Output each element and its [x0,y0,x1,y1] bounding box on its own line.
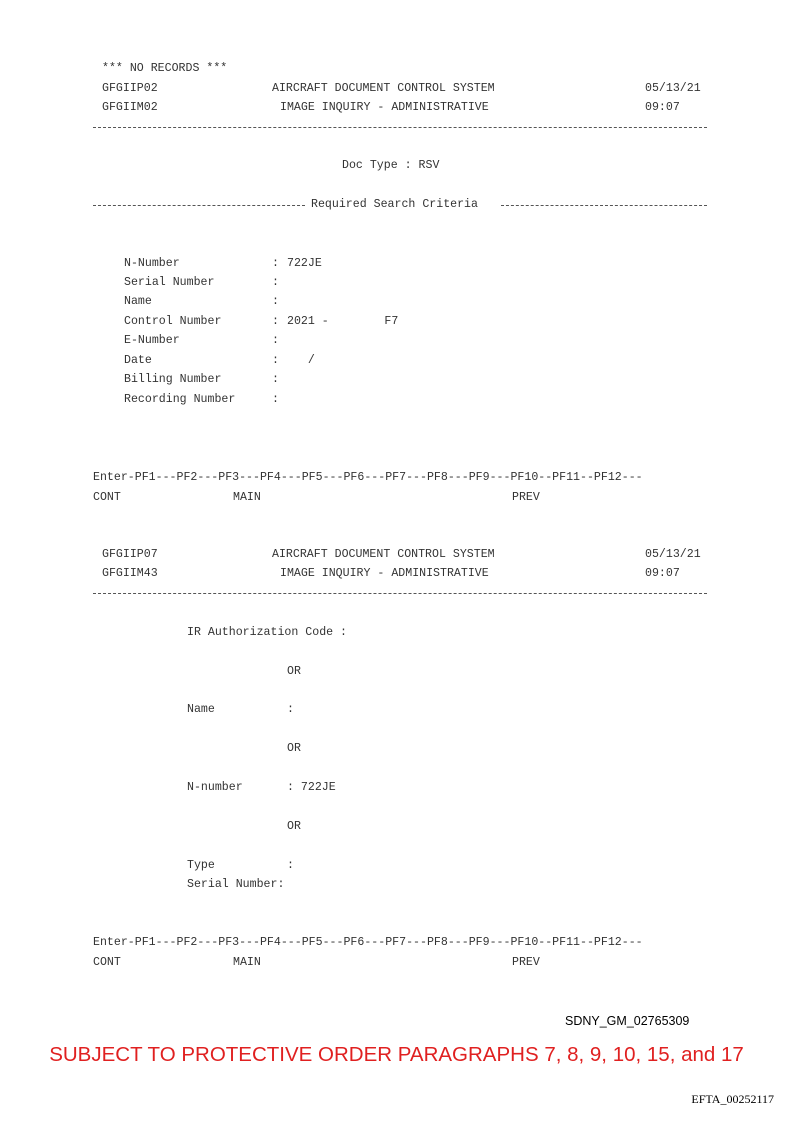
header-divider [93,593,707,594]
program-id: GFGIIP07 [102,548,158,561]
section-title: Required Search Criteria [311,198,478,211]
section-divider-right [501,205,707,206]
field-sep: : [272,334,279,347]
screen-date: 05/13/21 [645,82,701,95]
screen-title: IMAGE INQUIRY - ADMINISTRATIVE [280,101,489,114]
type-field[interactable]: : [287,859,294,872]
n-number-field[interactable]: 722JE [287,257,322,270]
bates-number: SDNY_GM_02765309 [565,1014,690,1028]
pf3-main-key[interactable]: MAIN [233,956,261,969]
field-sep: : [272,373,279,386]
field-label-n-number: N-Number [124,257,180,270]
protective-order-notice: SUBJECT TO PROTECTIVE ORDER PARAGRAPHS 7, 8, 9, 10, 15, and 17 [49,1043,744,1066]
screen-title: IMAGE INQUIRY - ADMINISTRATIVE [280,567,489,580]
name-label: Name [187,703,215,716]
pf7-prev-key[interactable]: PREV [512,956,540,969]
type-label: Type [187,859,215,872]
field-sep: : [272,315,279,328]
or-separator: OR [287,665,301,678]
field-sep: : [272,295,279,308]
map-id: GFGIIM43 [102,567,158,580]
screen-time: 09:07 [645,567,680,580]
field-sep: : [272,276,279,289]
field-sep: : [272,393,279,406]
serial-number-label: Serial Number: [187,878,285,891]
n-number-label: N-number [187,781,243,794]
field-sep: : [272,257,286,270]
pf-key-bar: Enter-PF1---PF2---PF3---PF4---PF5---PF6---PF7---PF8---PF9---PF10--PF11--PF12--- [93,936,643,949]
header-divider [93,127,707,128]
field-label-date: Date [124,354,152,367]
screen-time: 09:07 [645,101,680,114]
field-label-serial-number: Serial Number [124,276,215,289]
field-label-control-number: Control Number [124,315,222,328]
pf-enter-cont-key[interactable]: CONT [93,956,121,969]
pf-key-bar: Enter-PF1---PF2---PF3---PF4---PF5---PF6---PF7---PF8---PF9---PF10--PF11--PF12--- [93,471,643,484]
pf7-prev-key[interactable]: PREV [512,491,540,504]
field-label-name: Name [124,295,152,308]
section-divider-left [93,205,305,206]
efta-number: EFTA_00252117 [691,1092,774,1106]
system-title: AIRCRAFT DOCUMENT CONTROL SYSTEM [272,82,495,95]
field-sep: : [272,354,279,367]
no-records-status: *** NO RECORDS *** [102,62,228,75]
date-field[interactable]: / [287,354,315,367]
name-field[interactable]: : [287,703,294,716]
ir-authorization-label: IR Authorization Code : [187,626,348,639]
pf3-main-key[interactable]: MAIN [233,491,261,504]
control-number-field[interactable]: 2021 - F7 [287,315,399,328]
field-label-e-number: E-Number [124,334,180,347]
or-separator: OR [287,820,301,833]
n-number-field[interactable]: : 722JE [287,781,336,794]
system-title: AIRCRAFT DOCUMENT CONTROL SYSTEM [272,548,495,561]
field-label-billing-number: Billing Number [124,373,222,386]
map-id: GFGIIM02 [102,101,158,114]
program-id: GFGIIP02 [102,82,158,95]
field-label-recording-number: Recording Number [124,393,236,406]
doc-type-label: Doc Type : RSV [342,159,440,172]
or-separator: OR [287,742,301,755]
screen-date: 05/13/21 [645,548,701,561]
pf-enter-cont-key[interactable]: CONT [93,491,121,504]
